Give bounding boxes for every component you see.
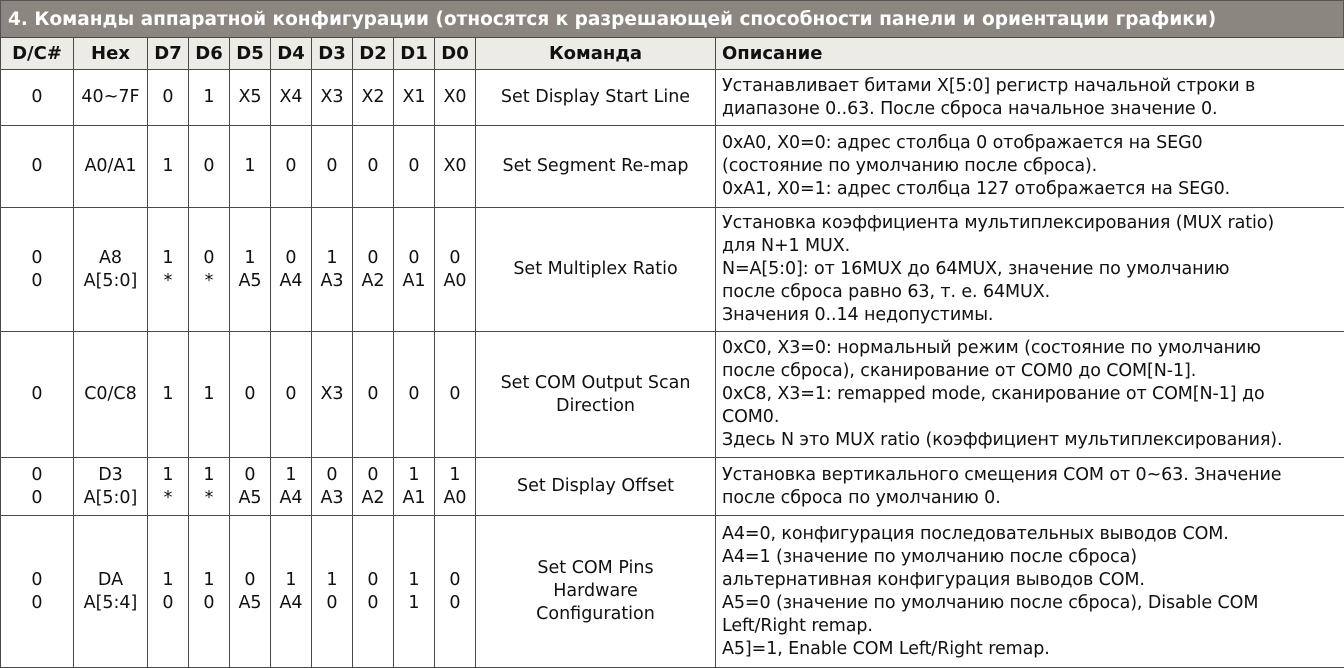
description-cell-line: после сброса), сканирование от COM0 до COM[N-1].	[722, 361, 1197, 381]
hex-cell-line: D3	[98, 464, 123, 485]
command-cell-line: Direction	[555, 395, 636, 416]
bit-d5-cell	[230, 332, 271, 458]
bit-d7-cell	[148, 126, 189, 208]
bit-d1-cell	[394, 458, 435, 516]
bit-d2-cell	[353, 70, 394, 126]
bit-d3-cell-line: A3	[320, 487, 344, 508]
bit-d1-cell-line: A1	[402, 270, 426, 291]
description-cell-line: Устанавливает битами X[5:0] регистр начальной строки в	[722, 75, 1256, 96]
bit-d5-cell-line: 0	[244, 569, 256, 590]
hex-cell-line: A8	[98, 247, 123, 268]
table-row	[1, 126, 1344, 208]
bit-d3-cell-line: X3	[320, 384, 344, 404]
bit-d4-cell-line: A4	[279, 270, 303, 291]
hex-cell-line: 40~7F	[81, 87, 140, 107]
description-cell-line: A4=0, конфигурация последовательных выводов COM.	[722, 523, 1229, 544]
description-cell-line: альтернативная конфигурация выводов COM.	[722, 569, 1145, 590]
header-command: Команда	[476, 38, 716, 70]
bit-d6-cell-line: 0	[203, 592, 215, 613]
bit-d4-cell	[271, 126, 312, 208]
header-d5: D5	[230, 38, 271, 70]
bit-d1-cell	[394, 332, 435, 458]
bit-d0-cell	[435, 332, 476, 458]
description-cell-line: A4=1 (значение по умолчанию после сброса)	[722, 546, 1137, 567]
dc-cell	[1, 332, 74, 458]
description-cell-line: после сброса по умолчанию 0.	[722, 487, 1001, 508]
description-cell-line: 0xA0, X0=0: адрес столбца 0 отображается на SEG0	[722, 133, 1203, 153]
bit-d2-cell-line: 0	[367, 156, 379, 176]
bit-d5-cell	[230, 516, 271, 668]
description-cell	[716, 208, 1344, 332]
bit-d0-cell	[435, 126, 476, 208]
table-row	[1, 208, 1344, 332]
dc-cell-line: 0	[31, 247, 43, 268]
bit-d2-cell	[353, 126, 394, 208]
description-cell	[716, 126, 1344, 208]
bit-d7-cell-line: 0	[162, 592, 174, 613]
hex-cell-line: DA	[97, 569, 124, 590]
description-cell-line: COM0.	[722, 407, 780, 427]
header-d3: D3	[312, 38, 353, 70]
bit-d3-cell	[312, 70, 353, 126]
description-cell-line: диапазоне 0..63. После сброса начальное значение 0.	[722, 98, 1218, 119]
hex-cell	[74, 516, 148, 668]
bit-d0-cell-line: A0	[443, 270, 467, 291]
bit-d0-cell-line: 0	[449, 384, 461, 404]
bit-d1-cell-line: X1	[402, 87, 426, 107]
bit-d7-cell-line: 0	[162, 87, 174, 107]
command-cell	[476, 516, 716, 668]
header-d7: D7	[148, 38, 189, 70]
header-hex: Hex	[74, 38, 148, 70]
dc-cell	[1, 516, 74, 668]
table-row	[1, 516, 1344, 668]
description-cell	[716, 516, 1344, 668]
bit-d2-cell-line: X2	[361, 87, 385, 107]
bit-d7-cell-line: 1	[162, 384, 174, 404]
bit-d4-cell	[271, 332, 312, 458]
dc-cell-line: 0	[31, 87, 43, 107]
bit-d0-cell	[435, 516, 476, 668]
dc-cell-line: 0	[31, 592, 43, 613]
bit-d3-cell-line: 0	[326, 464, 338, 485]
bit-d2-cell	[353, 208, 394, 332]
bit-d3-cell-line: 0	[326, 156, 338, 176]
bit-d6-cell-line: *	[204, 270, 214, 291]
command-cell	[476, 126, 716, 208]
bit-d6-cell	[189, 332, 230, 458]
bit-d4-cell	[271, 516, 312, 668]
dc-cell-line: 0	[31, 487, 43, 508]
description-cell-line: N=A[5:0]: от 16MUX до 64MUX, значение по умолчанию	[722, 259, 1230, 279]
bit-d5-cell-line: X5	[238, 87, 262, 107]
bit-d1-cell-line: 1	[408, 464, 420, 485]
description-cell-line: Установка коэффициента мультиплексирования (MUX ratio)	[722, 213, 1275, 233]
bit-d3-cell-line: 0	[326, 592, 338, 613]
bit-d5-cell	[230, 458, 271, 516]
bit-d7-cell-line: 1	[162, 464, 174, 485]
bit-d2-cell-line: 0	[367, 464, 379, 485]
header-row	[1, 38, 1344, 70]
description-cell-line: 0xC0, X3=0: нормальный режим (состояние по умолчанию	[722, 338, 1261, 358]
bit-d4-cell-line: 1	[285, 569, 297, 590]
bit-d3-cell	[312, 516, 353, 668]
header-d0: D0	[435, 38, 476, 70]
bit-d4-cell-line: 0	[285, 156, 297, 176]
bit-d3-cell-line: A3	[320, 270, 344, 291]
hex-cell-line: A[5:0]	[83, 270, 138, 291]
bit-d4-cell-line: A4	[279, 592, 303, 613]
bit-d1-cell	[394, 70, 435, 126]
bit-d2-cell	[353, 332, 394, 458]
bit-d4-cell	[271, 458, 312, 516]
bit-d0-cell-line: X0	[443, 87, 467, 107]
header-d1: D1	[394, 38, 435, 70]
bit-d6-cell-line: 0	[203, 247, 215, 268]
bit-d7-cell-line: *	[163, 270, 173, 291]
hex-cell	[74, 208, 148, 332]
command-cell	[476, 332, 716, 458]
bit-d1-cell-line: 1	[408, 592, 420, 613]
bit-d7-cell	[148, 458, 189, 516]
bit-d5-cell-line: A5	[238, 592, 262, 613]
bit-d7-cell	[148, 208, 189, 332]
bit-d6-cell-line: 1	[203, 87, 215, 107]
header-description: Описание	[716, 38, 1344, 70]
bit-d1-cell	[394, 208, 435, 332]
bit-d4-cell-line: 1	[285, 464, 297, 485]
bit-d3-cell-line: 1	[326, 569, 338, 590]
bit-d6-cell	[189, 208, 230, 332]
hex-cell-line: A0/A1	[84, 156, 137, 176]
command-cell-line: Set Display Start Line	[500, 87, 691, 107]
description-cell-line: Left/Right remap.	[722, 615, 873, 636]
hex-cell	[74, 126, 148, 208]
bit-d7-cell-line: *	[163, 487, 173, 508]
description-cell-line: 0xC8, X3=1: remapped mode, сканирование от COM[N-1] до	[722, 384, 1265, 404]
command-cell-line: Configuration	[536, 604, 655, 624]
bit-d5-cell-line: 0	[244, 384, 256, 404]
bit-d3-cell	[312, 208, 353, 332]
dc-cell-line: 0	[31, 384, 43, 404]
bit-d7-cell-line: 1	[162, 247, 174, 268]
command-cell-line: Set Display Offset	[517, 476, 674, 496]
bit-d0-cell-line: 0	[449, 592, 461, 613]
bit-d3-cell-line: X3	[320, 87, 344, 107]
dc-cell-line: 0	[31, 270, 43, 291]
bit-d3-cell-line: 1	[326, 247, 338, 268]
bit-d2-cell	[353, 516, 394, 668]
bit-d4-cell-line: A4	[279, 487, 303, 508]
bit-d6-cell-line: 0	[203, 156, 215, 176]
bit-d6-cell	[189, 126, 230, 208]
bit-d0-cell-line: 0	[449, 247, 461, 268]
command-cell-line: Set COM Pins	[537, 558, 654, 578]
description-cell	[716, 70, 1344, 126]
description-cell-line: Установка вертикального смещения COM от 0~63. Значение	[722, 464, 1282, 485]
bit-d3-cell	[312, 332, 353, 458]
bit-d2-cell-line: 0	[367, 247, 379, 268]
bit-d0-cell-line: 0	[449, 569, 461, 590]
hex-cell	[74, 332, 148, 458]
bit-d0-cell-line: 1	[449, 464, 461, 485]
dc-cell-line: 0	[31, 464, 43, 485]
description-cell	[716, 332, 1344, 458]
hex-cell	[74, 458, 148, 516]
bit-d5-cell-line: 0	[244, 464, 256, 485]
description-cell-line: A5]=1, Enable COM Left/Right remap.	[722, 638, 1050, 659]
bit-d6-cell	[189, 458, 230, 516]
table-row	[1, 70, 1344, 126]
bit-d6-cell-line: *	[204, 487, 214, 508]
bit-d5-cell	[230, 126, 271, 208]
description-cell-line: Здесь N это MUX ratio (коэффициент мультиплексирования).	[722, 430, 1283, 450]
bit-d1-cell-line: 0	[408, 156, 420, 176]
description-cell-line: A5=0 (значение по умолчанию после сброса), Disable COM	[722, 592, 1259, 613]
dc-cell	[1, 126, 74, 208]
description-cell-line: после сброса равно 63, т. е. 64MUX.	[722, 282, 1051, 302]
description-cell-line: Значения 0..14 недопустимы.	[722, 305, 994, 325]
dc-cell	[1, 208, 74, 332]
header-d2: D2	[353, 38, 394, 70]
bit-d4-cell-line: X4	[279, 87, 303, 107]
table-title: 4. Команды аппаратной конфигурации (относятся к разрешающей способности панели и ориентации графики)	[0, 0, 1344, 37]
description-cell	[716, 458, 1344, 516]
header-d6: D6	[189, 38, 230, 70]
hex-cell-line: C0/C8	[84, 384, 137, 404]
description-cell-line: (состояние по умолчанию после сброса).	[722, 156, 1098, 176]
bit-d7-cell	[148, 516, 189, 668]
dc-cell-line: 0	[31, 156, 43, 176]
command-cell-line: Hardware	[553, 581, 638, 601]
table-row	[1, 458, 1344, 516]
table-row	[1, 332, 1344, 458]
command-cell-line: Set Multiplex Ratio	[513, 259, 678, 279]
bit-d6-cell-line: 1	[203, 464, 215, 485]
bit-d2-cell	[353, 458, 394, 516]
bit-d1-cell	[394, 126, 435, 208]
bit-d7-cell-line: 1	[162, 569, 174, 590]
bit-d6-cell	[189, 516, 230, 668]
bit-d0-cell	[435, 458, 476, 516]
command-cell-line: Set Segment Re-map	[502, 156, 689, 176]
bit-d4-cell	[271, 70, 312, 126]
bit-d1-cell-line: 0	[408, 384, 420, 404]
bit-d2-cell-line: 0	[367, 569, 379, 590]
bit-d2-cell-line: 0	[367, 592, 379, 613]
bit-d6-cell-line: 1	[203, 569, 215, 590]
bit-d2-cell-line: A2	[361, 270, 385, 291]
bit-d1-cell-line: 1	[408, 569, 420, 590]
hex-cell	[74, 70, 148, 126]
bit-d5-cell-line: A5	[238, 270, 262, 291]
bit-d7-cell	[148, 332, 189, 458]
bit-d5-cell	[230, 70, 271, 126]
bit-d5-cell-line: A5	[238, 487, 262, 508]
dc-cell	[1, 70, 74, 126]
dc-cell-line: 0	[31, 569, 43, 590]
bit-d4-cell-line: 0	[285, 384, 297, 404]
bit-d3-cell	[312, 126, 353, 208]
hex-cell-line: A[5:4]	[83, 592, 138, 613]
bit-d0-cell	[435, 208, 476, 332]
bit-d0-cell-line: X0	[443, 156, 467, 176]
bit-d3-cell	[312, 458, 353, 516]
bit-d7-cell-line: 1	[162, 156, 174, 176]
bit-d1-cell-line: 0	[408, 247, 420, 268]
bit-d0-cell-line: A0	[443, 487, 467, 508]
bit-d1-cell	[394, 516, 435, 668]
command-cell-line: Set COM Output Scan	[500, 372, 691, 393]
command-table	[0, 37, 1344, 668]
hex-cell-line: A[5:0]	[83, 487, 138, 508]
description-cell-line: для N+1 MUX.	[722, 236, 851, 256]
command-cell	[476, 458, 716, 516]
bit-d6-cell	[189, 70, 230, 126]
bit-d4-cell-line: 0	[285, 247, 297, 268]
header-dc: D/C#	[1, 38, 74, 70]
bit-d2-cell-line: 0	[367, 384, 379, 404]
header-d4: D4	[271, 38, 312, 70]
bit-d2-cell-line: A2	[361, 487, 385, 508]
command-cell	[476, 208, 716, 332]
dc-cell	[1, 458, 74, 516]
bit-d5-cell	[230, 208, 271, 332]
bit-d6-cell-line: 1	[203, 384, 215, 404]
bit-d7-cell	[148, 70, 189, 126]
bit-d0-cell	[435, 70, 476, 126]
command-cell	[476, 70, 716, 126]
bit-d5-cell-line: 1	[244, 156, 256, 176]
bit-d4-cell	[271, 208, 312, 332]
description-cell-line: 0xA1, X0=1: адрес столбца 127 отображается на SEG0.	[722, 179, 1231, 199]
bit-d1-cell-line: A1	[402, 487, 426, 508]
bit-d5-cell-line: 1	[244, 247, 256, 268]
